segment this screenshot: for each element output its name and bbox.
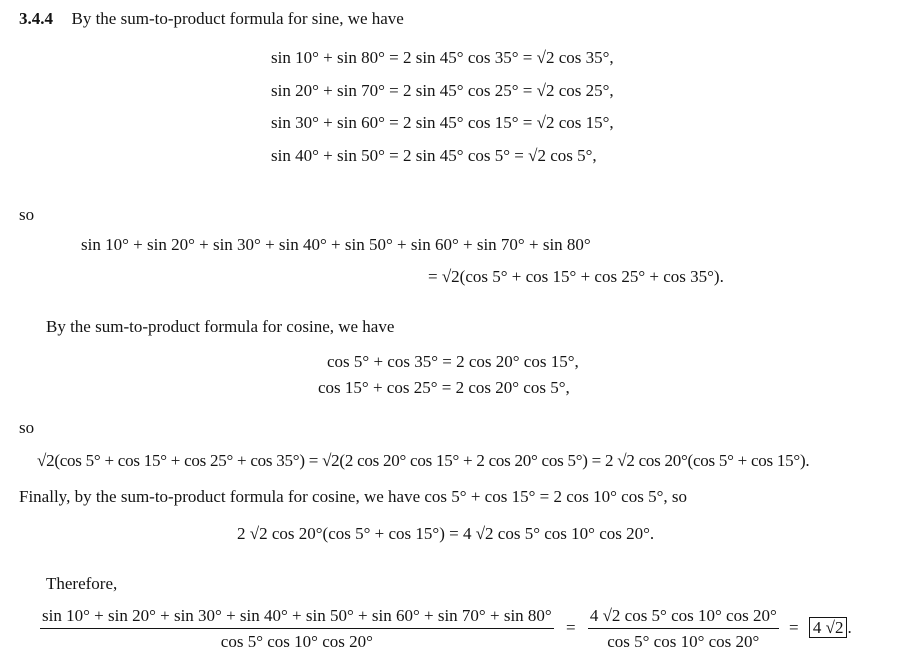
sine-equation-1: sin 10° + sin 80° = 2 sin 45° cos 35° = √2 cos 35°,: [271, 48, 614, 67]
equals-sign-2: =: [789, 617, 799, 637]
equals-sign-1: =: [565, 617, 576, 637]
long-equation: √2(cos 5° + cos 15° + cos 25° + cos 35°) = √2(2 cos 20° cos 15° + 2 cos 20° cos 5°) = 2 √2 cos 20°(cos 5° + cos 15°).: [37, 451, 810, 470]
sine-equation-3: sin 30° + sin 60° = 2 sin 45° cos 15° = √2 cos 15°,: [271, 113, 614, 132]
cosine-intro: By the sum-to-product formula for cosine, we have: [46, 317, 395, 336]
therefore-text: Therefore,: [46, 574, 118, 593]
sum-equation-line-2: = √2(cos 5° + cos 15° + cos 25° + cos 35°).: [428, 267, 724, 286]
sine-intro: By the sum-to-product formula for sine, we have: [71, 9, 404, 28]
cosine-equation-2: cos 15° + cos 25° = 2 cos 20° cos 5°,: [318, 378, 570, 397]
left-fraction-numerator: sin 10° + sin 20° + sin 30° + sin 40° + sin 50° + sin 60° + sin 70° + sin 80°: [40, 606, 554, 629]
problem-number: 3.4.4: [19, 9, 53, 28]
so-connector-2: so: [19, 418, 35, 437]
sum-equation-line-1: sin 10° + sin 20° + sin 30° + sin 40° + sin 50° + sin 60° + sin 70° + sin 80°: [81, 235, 591, 254]
final-product-equation: 2 √2 cos 20°(cos 5° + cos 15°) = 4 √2 cos 5° cos 10° cos 20°.: [237, 524, 655, 543]
right-fraction: [588, 606, 779, 652]
cosine-equation-1: cos 5° + cos 35° = 2 cos 20° cos 15°,: [327, 352, 579, 371]
sine-equation-2: sin 20° + sin 70° = 2 sin 45° cos 25° = √2 cos 25°,: [271, 81, 614, 100]
right-fraction-numerator: 4 √2 cos 5° cos 10° cos 20°: [588, 606, 779, 629]
right-fraction-denominator: cos 5° cos 10° cos 20°: [607, 632, 760, 651]
problem-header: [19, 9, 404, 29]
left-fraction: [40, 606, 554, 652]
finally-sentence: Finally, by the sum-to-product formula for cosine, we have cos 5° + cos 15° = 2 cos 10° cos 5°, so: [19, 487, 688, 506]
sine-equation-4: sin 40° + sin 50° = 2 sin 45° cos 5° = √2 cos 5°,: [271, 146, 597, 165]
so-connector-1: so: [19, 205, 35, 224]
boxed-answer: 4 √2: [809, 617, 848, 638]
left-fraction-denominator: cos 5° cos 10° cos 20°: [220, 632, 373, 651]
final-result-equation: [40, 606, 852, 652]
final-period: .: [847, 617, 852, 637]
